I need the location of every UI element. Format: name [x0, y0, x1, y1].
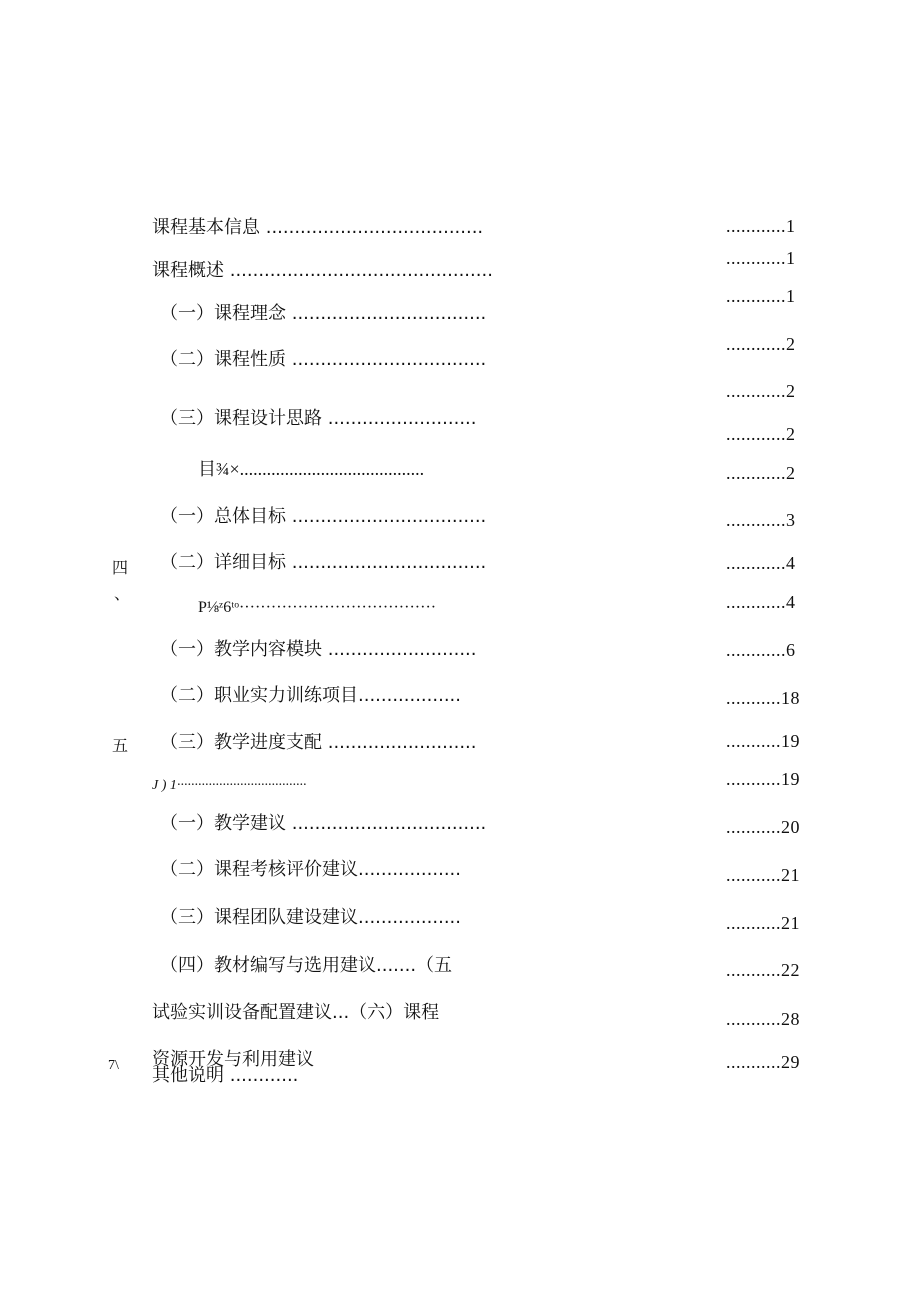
page-number: ............6	[726, 640, 796, 660]
page-number: ...........21	[726, 865, 800, 885]
page-number: ............2	[726, 424, 796, 444]
toc-entry-teaching-suggestions[interactable]: （一）教学建议 ..................................	[160, 813, 487, 834]
section-marker-four: 四	[112, 558, 129, 577]
toc-entry-course-nature[interactable]: （二）课程性质 ..................................	[160, 349, 487, 370]
page-number: ...........18	[726, 688, 800, 708]
toc-entry-course-overview[interactable]: 课程概述 ..............................................	[152, 260, 493, 281]
toc-entry-course-philosophy[interactable]: （一）课程理念 ..................................	[160, 303, 487, 324]
page-number: ...........21	[726, 913, 800, 933]
toc-entry-content-heading[interactable]: P⅛ᶻ6ᵗᵒ·····································	[198, 599, 437, 616]
page-number: ............3	[726, 510, 796, 530]
toc-entry-overall-objectives[interactable]: （一）总体目标 ..................................	[160, 506, 487, 527]
page-number: ............2	[726, 334, 796, 354]
page-number: ............1	[726, 248, 796, 268]
toc-entry-implementation-heading[interactable]: J ) 1·····································	[152, 778, 307, 793]
toc-entry-textbook-suggestions[interactable]: （四）教材编写与选用建议.......（五	[160, 955, 453, 976]
toc-entry-resource-development[interactable]: 资源开发与利用建议	[152, 1049, 314, 1070]
section-marker-seven: 7\	[108, 1058, 119, 1073]
page-number: ............4	[726, 553, 796, 573]
toc-entry-assessment-suggestions[interactable]: （二）课程考核评价建议..................	[160, 859, 461, 880]
section-marker-five: 五	[112, 736, 129, 755]
toc-entry-equipment-suggestions[interactable]: 试验实训设备配置建议...（六）课程	[152, 1002, 440, 1023]
page-number: ............2	[726, 381, 796, 401]
toc-entry-teaching-modules[interactable]: （一）教学内容模块 ..........................	[160, 639, 477, 660]
page-number: ............4	[726, 592, 796, 612]
toc-entry-course-design[interactable]: （三）课程设计思路 ..........................	[160, 408, 477, 429]
toc-entry-objectives[interactable]: 目¾×.........................................	[198, 459, 425, 479]
page-number: ...........28	[726, 1009, 800, 1029]
toc-entry-course-basic-info[interactable]: 课程基本信息 ......................................	[152, 217, 484, 238]
toc-entry-teaching-schedule[interactable]: （三）教学进度支配 ..........................	[160, 732, 477, 753]
page-number: ............1	[726, 286, 796, 306]
section-marker-comma: 、	[114, 584, 131, 603]
page-number: ...........29	[726, 1052, 800, 1072]
toc-entry-team-suggestions[interactable]: （三）课程团队建设建议..................	[160, 907, 461, 928]
page-number: ............2	[726, 463, 796, 483]
toc-entry-other-notes[interactable]: 其他说明 ............	[152, 1065, 299, 1086]
page-number: ...........19	[726, 731, 800, 751]
toc-entry-training-projects[interactable]: （二）职业实力训练项目..................	[160, 685, 461, 706]
page-number: ...........20	[726, 817, 800, 837]
toc-entry-detailed-objectives[interactable]: （二）详细目标 ..................................	[160, 552, 487, 573]
page-number: ...........22	[726, 960, 800, 980]
page-number: ............1	[726, 216, 796, 236]
page-number: ...........19	[726, 769, 800, 789]
